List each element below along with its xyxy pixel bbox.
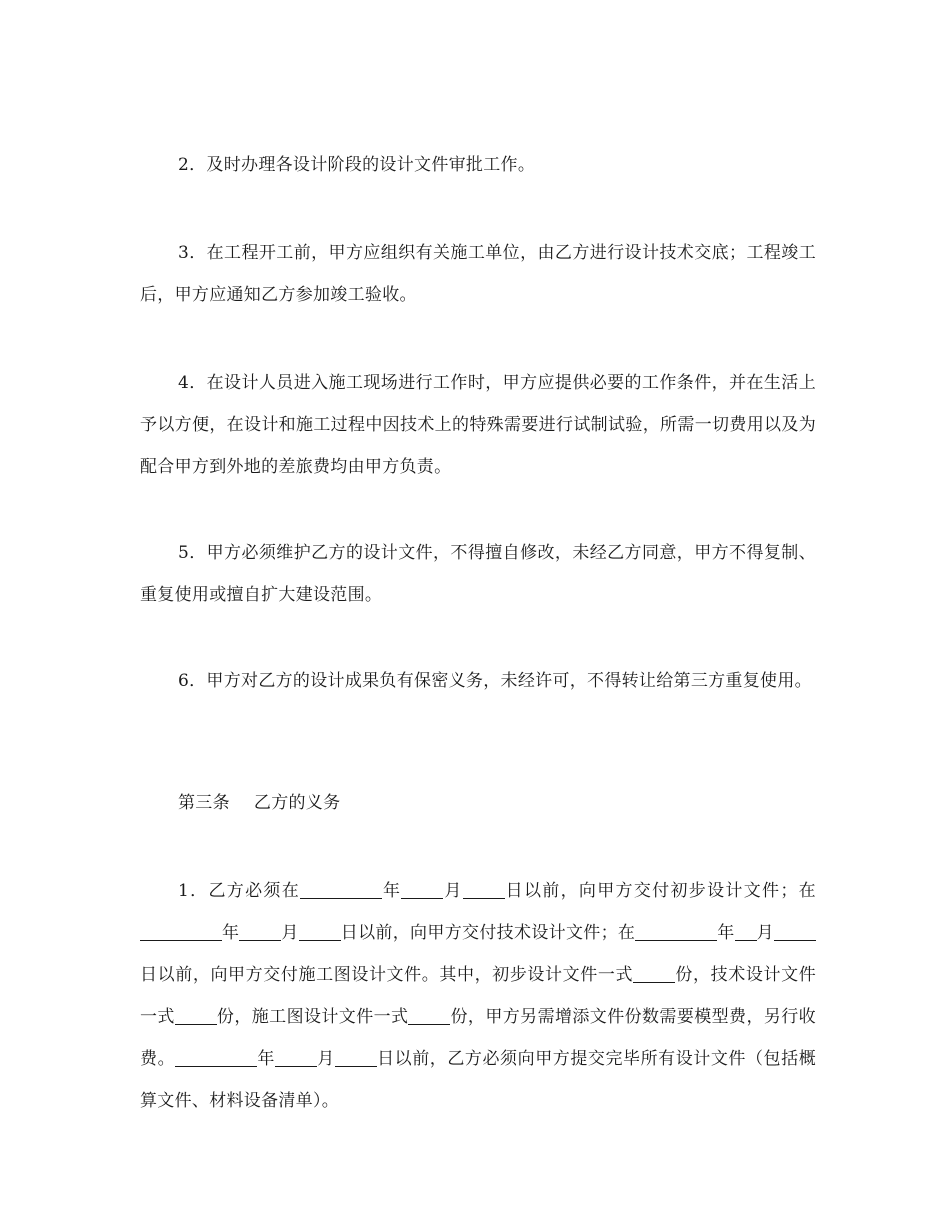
text-segment: 份，甲方另需增添文件份数需要模型费，另行收费。	[140, 1007, 816, 1069]
fill-blank-month	[735, 922, 757, 941]
text-segment: 份，施工图设计文件一式	[216, 1007, 409, 1027]
text-segment: 年	[222, 923, 240, 943]
paragraph-2: 2．及时办理各设计阶段的设计文件审批工作。	[178, 155, 536, 175]
paragraph-6: 6．甲方对乙方的设计成果负有保密义务，未经许可，不得转让给第三方重复使用。	[178, 671, 812, 691]
fill-blank-copies	[175, 1006, 217, 1025]
fill-blank-year	[300, 880, 382, 899]
fill-blank-month	[239, 922, 281, 941]
text-segment: 日以前，向甲方交付初步设计文件；在	[504, 881, 816, 901]
fill-blank-month	[401, 880, 443, 899]
text-segment: 日以前，向甲方交付施工图设计文件。其中，初步设计文件一式	[140, 965, 634, 985]
text-segment: 月	[281, 923, 299, 943]
paragraph-5: 5．甲方必须维护乙方的设计文件，不得擅自修改，未经乙方同意，甲方不得复制、重复使用或擅自扩大建设范围。	[140, 543, 816, 605]
text-segment: 月	[316, 1049, 335, 1069]
text-segment: 日以前，乙方必须向甲方提交完毕所有设计文件（包括概算文件、材料设备清单）。	[140, 1049, 816, 1111]
article-number: 第三条	[178, 793, 230, 813]
article-title: 乙方的义务	[253, 793, 341, 813]
section-heading	[178, 782, 340, 824]
text-segment: 月	[443, 881, 463, 901]
text-segment: 月	[756, 923, 774, 943]
fill-blank-month	[275, 1048, 317, 1067]
paragraph-3: 3．在工程开工前，甲方应组织有关施工单位，由乙方进行设计技术交底；工程竣工后，甲方应通知乙方参加竣工验收。	[140, 243, 816, 305]
fill-blank-day	[463, 880, 505, 899]
fill-blank-day	[299, 922, 341, 941]
paragraph-4: 4．在设计人员进入施工现场进行工作时，甲方应提供必要的工作条件，并在生活上予以方便，在设计和施工过程中因技术上的特殊需要进行试制试验，所需一切费用以及为配合甲方到外地的差旅费均由甲方负责。	[140, 373, 816, 477]
fill-blank-year	[175, 1048, 257, 1067]
fill-blank-year	[140, 922, 222, 941]
fill-blank-day	[335, 1048, 377, 1067]
text-segment: 份，技术设计文件一式	[140, 965, 816, 1027]
fill-blank-year	[635, 922, 717, 941]
fill-blank-day	[774, 922, 816, 941]
text-segment: 年	[382, 881, 402, 901]
text-segment: 1．乙方必须在	[178, 881, 301, 901]
fill-blank-copies	[633, 964, 675, 983]
fill-blank-copies	[408, 1006, 450, 1025]
text-segment: 年	[257, 1049, 275, 1069]
text-segment: 日以前，向甲方交付技术设计文件；在	[340, 923, 636, 943]
text-segment: 年	[717, 923, 735, 943]
paragraph-obligation-1	[140, 870, 816, 1122]
